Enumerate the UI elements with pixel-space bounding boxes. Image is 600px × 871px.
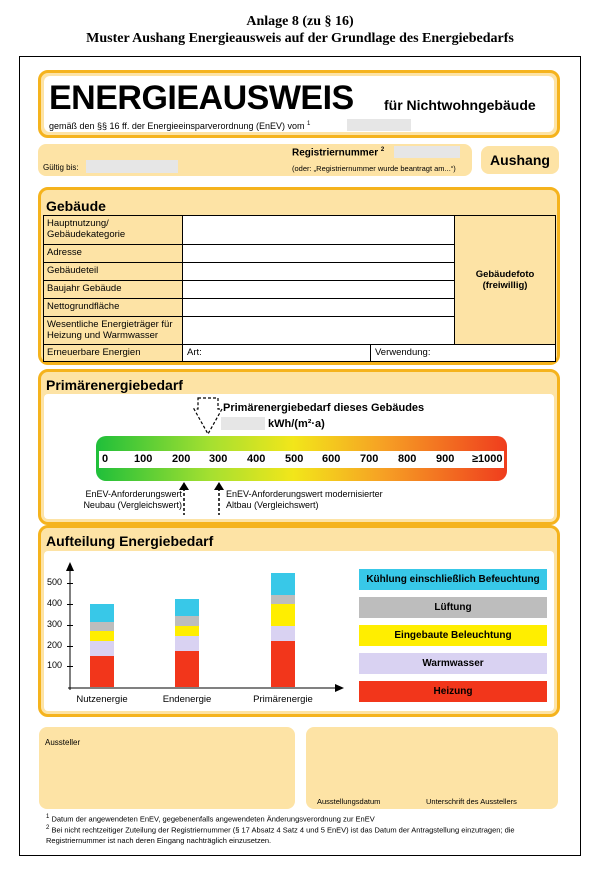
y-tick-mark	[67, 646, 73, 647]
renewable-use-label: Verwendung:	[375, 347, 431, 358]
bar-segment	[90, 604, 114, 622]
bar-segment	[271, 626, 295, 642]
bar-segment	[90, 641, 114, 656]
net-floor-area-field[interactable]	[182, 298, 455, 317]
main-use-field[interactable]	[182, 215, 455, 245]
building-value-arrow-icon	[193, 397, 223, 437]
scale-tick: ≥1000	[472, 453, 503, 465]
x-category-label: Nutzenergie	[76, 694, 128, 705]
building-demand-label: Primärenergiebedarf dieses Gebäudes	[223, 402, 425, 414]
scale-tick: 900	[436, 453, 455, 465]
breakdown-title: Aufteilung Energiebedarf	[46, 533, 214, 549]
scale-tick: 300	[209, 453, 228, 465]
enev-date-field[interactable]	[347, 119, 411, 131]
legend-cooling: Kühlung einschließlich Befeuchtung	[359, 569, 547, 590]
building-demand-field[interactable]	[221, 417, 265, 430]
legend-ventilation: Lüftung	[359, 597, 547, 618]
registration-note: (oder: „Registriernummer wurde beantragt am...“)	[292, 164, 456, 173]
legend-lighting: Eingebaute Beleuchtung	[359, 625, 547, 646]
energy-carriers-field[interactable]	[182, 316, 455, 345]
bar-segment	[271, 573, 295, 595]
y-tick-label: 200	[47, 639, 63, 650]
y-tick-label: 100	[47, 660, 63, 671]
net-floor-area-label: Nettogrundfläche	[43, 298, 183, 317]
signature-box[interactable]	[306, 727, 558, 809]
scale-tick: 800	[398, 453, 417, 465]
scale-tick: 200	[172, 453, 191, 465]
building-section-title: Gebäude	[46, 198, 106, 214]
title-panel	[38, 70, 560, 138]
annex-reference: Anlage 8 (zu § 16)	[246, 14, 354, 29]
legend-heating: Heizung	[359, 681, 547, 702]
bar-segment	[271, 604, 295, 626]
bar-segment	[271, 641, 295, 687]
aushang-badge	[481, 146, 559, 174]
certificate-subtitle: gemäß den §§ 16 ff. der Energieeinsparverordnung (EnEV) vom $^1$	[49, 121, 311, 131]
y-tick-mark	[67, 583, 73, 584]
renewable-use-field[interactable]	[370, 344, 556, 362]
bar-segment	[175, 651, 199, 687]
building-part-label: Gebäudeteil	[43, 262, 183, 281]
x-category-label: Primärenergie	[253, 694, 313, 705]
main-use-label: Hauptnutzung/ Gebäudekategorie	[43, 215, 183, 245]
y-tick-mark	[67, 625, 73, 626]
energy-carriers-label: Wesentliche Energieträger für Heizung und Warmwasser	[43, 316, 183, 345]
address-field[interactable]	[182, 244, 455, 263]
building-photo-placeholder[interactable]	[454, 215, 556, 345]
issue-date-label: Ausstellungsdatum	[317, 797, 381, 806]
registration-bar	[38, 144, 472, 176]
renewable-type-field[interactable]	[182, 344, 371, 362]
scale-tick: 700	[360, 453, 379, 465]
registration-number-field[interactable]	[394, 146, 460, 158]
footnote-2: $^2$ Bei nicht rechtzeitiger Zuteilung der Registriernummer (§ 17 Absatz 4 Satz 4 und 5 EnEV) ist das Datum der Antragstellung einzutragen; die Registriernummer ist nach deren Eingang nachträglich einzusetzen.	[46, 825, 515, 845]
building-photo-label: Gebäudefoto (freiwillig)	[475, 269, 535, 291]
scale-tick: 0	[102, 453, 109, 465]
primary-energy-title: Primärenergiebedarf	[46, 377, 183, 393]
y-tick-label: 500	[47, 577, 63, 588]
bar-segment	[175, 616, 199, 625]
issuer-label: Aussteller	[45, 738, 81, 747]
scale-tick: 100	[134, 453, 153, 465]
renewable-type-label: Art:	[187, 347, 202, 358]
signature-label: Unterschrift des Ausstellers	[426, 797, 517, 806]
valid-until-field[interactable]	[86, 160, 178, 173]
construction-year-field[interactable]	[182, 280, 455, 299]
scale-tick: 500	[285, 453, 304, 465]
construction-year-label: Baujahr Gebäude	[43, 280, 183, 299]
y-tick-mark	[67, 604, 73, 605]
x-category-label: Endenergie	[162, 694, 212, 705]
document-heading: Muster Aushang Energieausweis auf der Grundlage des Energiebedarfs	[86, 31, 514, 46]
demand-unit: kWh/(m²·a)	[268, 418, 325, 430]
bar-segment	[90, 631, 114, 641]
y-tick-mark	[67, 666, 73, 667]
valid-until-label: Gültig bis:	[43, 163, 79, 172]
bar-segment	[175, 599, 199, 617]
aushang-label: Aushang	[490, 152, 550, 168]
scale-tick: 400	[247, 453, 266, 465]
address-label: Adresse	[43, 244, 183, 263]
bar-segment	[90, 656, 114, 687]
y-tick-label: 400	[47, 598, 63, 608]
scale-tick: 600	[322, 453, 341, 465]
reference-renovated-building: EnEV-Anforderungswert modernisierter Altbau (Vergleichswert)	[226, 489, 383, 510]
bar-segment	[175, 636, 199, 651]
bar-segment	[271, 595, 295, 604]
y-tick-label: 300	[47, 618, 63, 629]
certificate-title-suffix: für Nichtwohngebäude	[384, 97, 536, 113]
registration-number-label: Registriernummer $^2$	[292, 147, 385, 159]
bar-segment	[175, 626, 199, 636]
footnote-1: $^1$ Datum der angewendeten EnEV, gegebenenfalls angewendeten Änderungsverordnung zur EnEV	[46, 814, 375, 824]
reference-new-building: EnEV-Anforderungswert Neubau (Vergleichswert)	[83, 489, 182, 510]
certificate-title: ENERGIEAUSWEIS	[49, 79, 354, 117]
issuer-box[interactable]	[39, 727, 295, 809]
bar-segment	[90, 622, 114, 631]
legend-hot-water: Warmwasser	[359, 653, 547, 674]
renewable-energy-label: Erneuerbare Energien	[43, 344, 183, 362]
renovated-building-marker-icon	[213, 482, 225, 516]
y-axis	[66, 562, 80, 692]
building-part-field[interactable]	[182, 262, 455, 281]
